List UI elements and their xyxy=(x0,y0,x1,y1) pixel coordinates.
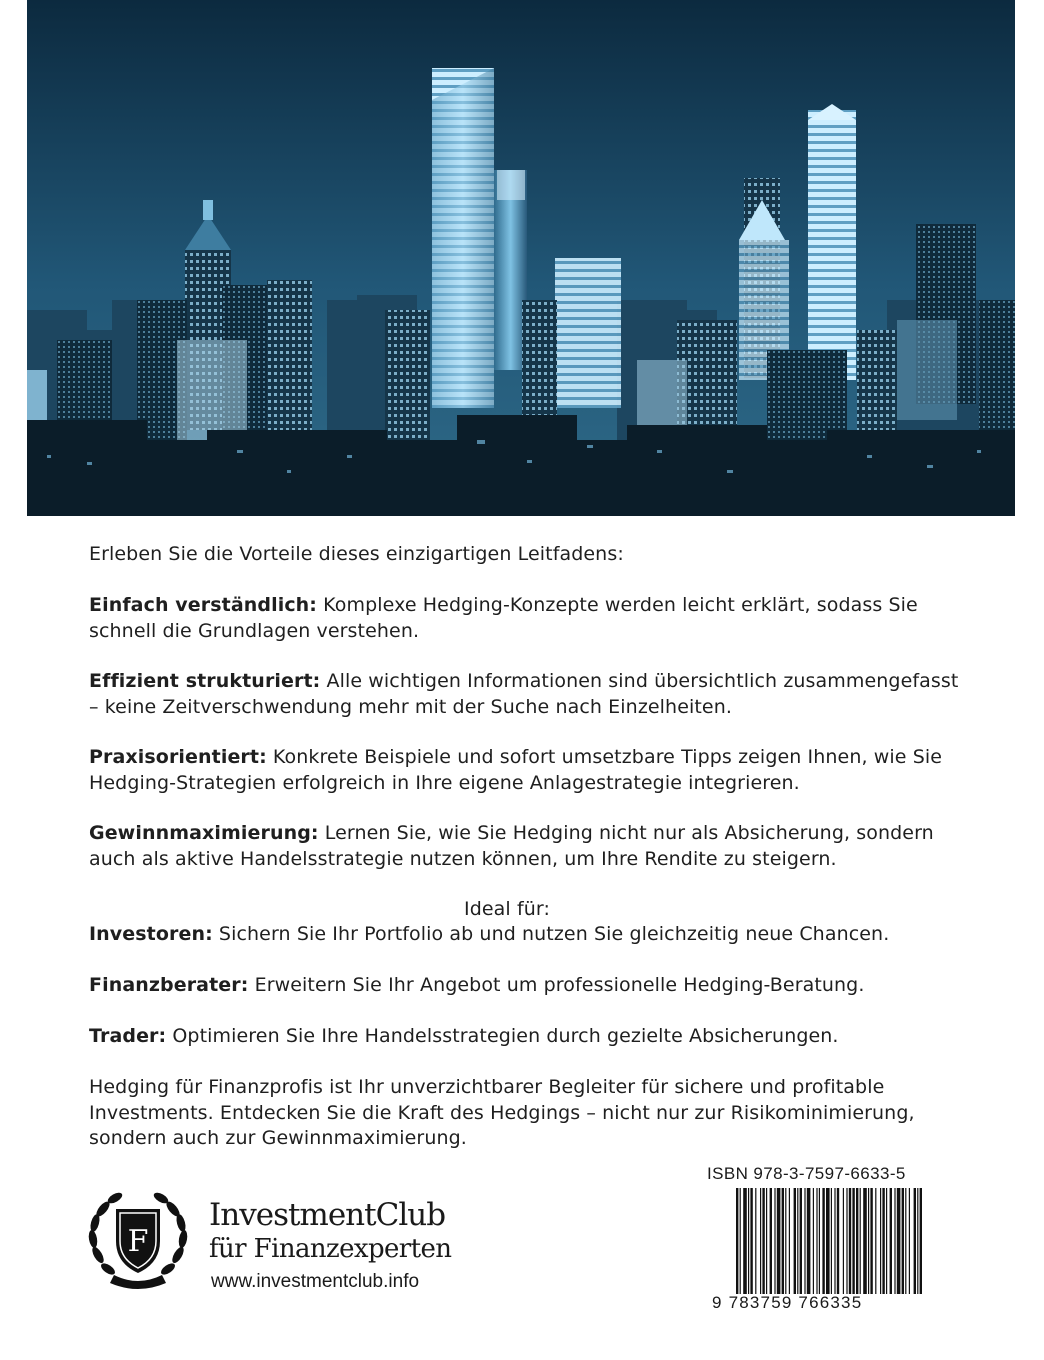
audience-title: Finanzberater: xyxy=(89,974,249,996)
audience-paragraph xyxy=(89,1024,969,1050)
audience-title: Trader: xyxy=(89,1025,167,1047)
skyline-illustration xyxy=(27,0,1015,516)
benefit-paragraph xyxy=(89,821,969,872)
tall-right-tower xyxy=(808,110,856,380)
isbn-label: ISBN 978-3-7597-6633-5 xyxy=(707,1164,906,1183)
publisher-url: www.investmentclub.info xyxy=(211,1271,420,1292)
audience-paragraph xyxy=(89,922,969,948)
benefit-paragraph xyxy=(89,745,969,796)
barcode-digits: 9 783759 766335 xyxy=(712,1293,863,1312)
benefit-paragraph xyxy=(89,669,969,720)
benefit-title: Effizient strukturiert: xyxy=(89,670,321,692)
publisher-subtitle: für Finanzexperten xyxy=(209,1234,452,1264)
laurel-emblem-icon xyxy=(84,1183,192,1291)
benefit-text: Lernen Sie, wie Sie Hedging nicht nur als Absicherung, sondern auch als aktive Handelsstrategie nutzen können, um Ihre Rendite zu steigern. xyxy=(89,822,934,870)
audience-text: Erweitern Sie Ihr Angebot um professionelle Hedging-Beratung. xyxy=(248,974,865,996)
closing-paragraph: Hedging für Finanzprofis ist Ihr unverzichtbarer Begleiter für sichere und profitable Investments. Entdecken Sie die Kraft des Hedgings – nicht nur zur Risikominimierung, sondern auch zur Gewinnmaximierung. xyxy=(89,1076,915,1149)
benefit-text: Komplexe Hedging-Konzepte werden leicht erklärt, sodass Sie schnell die Grundlagen verstehen. xyxy=(89,594,918,642)
audience-text: Sichern Sie Ihr Portfolio ab und nutzen Sie gleichzeitig neue Chancen. xyxy=(212,923,890,945)
emblem-letter: F xyxy=(127,1224,149,1259)
audience-text: Optimieren Sie Ihre Handelsstrategien durch gezielte Absicherungen. xyxy=(166,1025,839,1047)
benefit-paragraph xyxy=(89,593,969,644)
publisher-name: InvestmentClub xyxy=(209,1197,446,1233)
barcode-icon xyxy=(734,1188,922,1294)
audience-paragraph xyxy=(89,973,969,999)
ideal-heading: Ideal für: xyxy=(464,898,550,920)
benefit-title: Gewinnmaximierung: xyxy=(89,822,319,844)
benefit-title: Einfach verständlich: xyxy=(89,594,318,616)
intro-text: Erleben Sie die Vorteile dieses einzigartigen Leitfadens: xyxy=(89,543,624,565)
city-skyline-image xyxy=(27,0,1015,516)
benefit-text: Alle wichtigen Informationen sind übersichtlich zusammengefasst – keine Zeitverschwendung mehr mit der Suche nach Einzelheiten. xyxy=(89,670,959,718)
audience-title: Investoren: xyxy=(89,923,213,945)
benefit-title: Praxisorientiert: xyxy=(89,746,267,768)
benefit-text: Konkrete Beispiele und sofort umsetzbare Tipps zeigen Ihnen, wie Sie Hedging-Strategien erfolgreich in Ihre eigene Anlagestrategie integrieren. xyxy=(89,746,943,794)
